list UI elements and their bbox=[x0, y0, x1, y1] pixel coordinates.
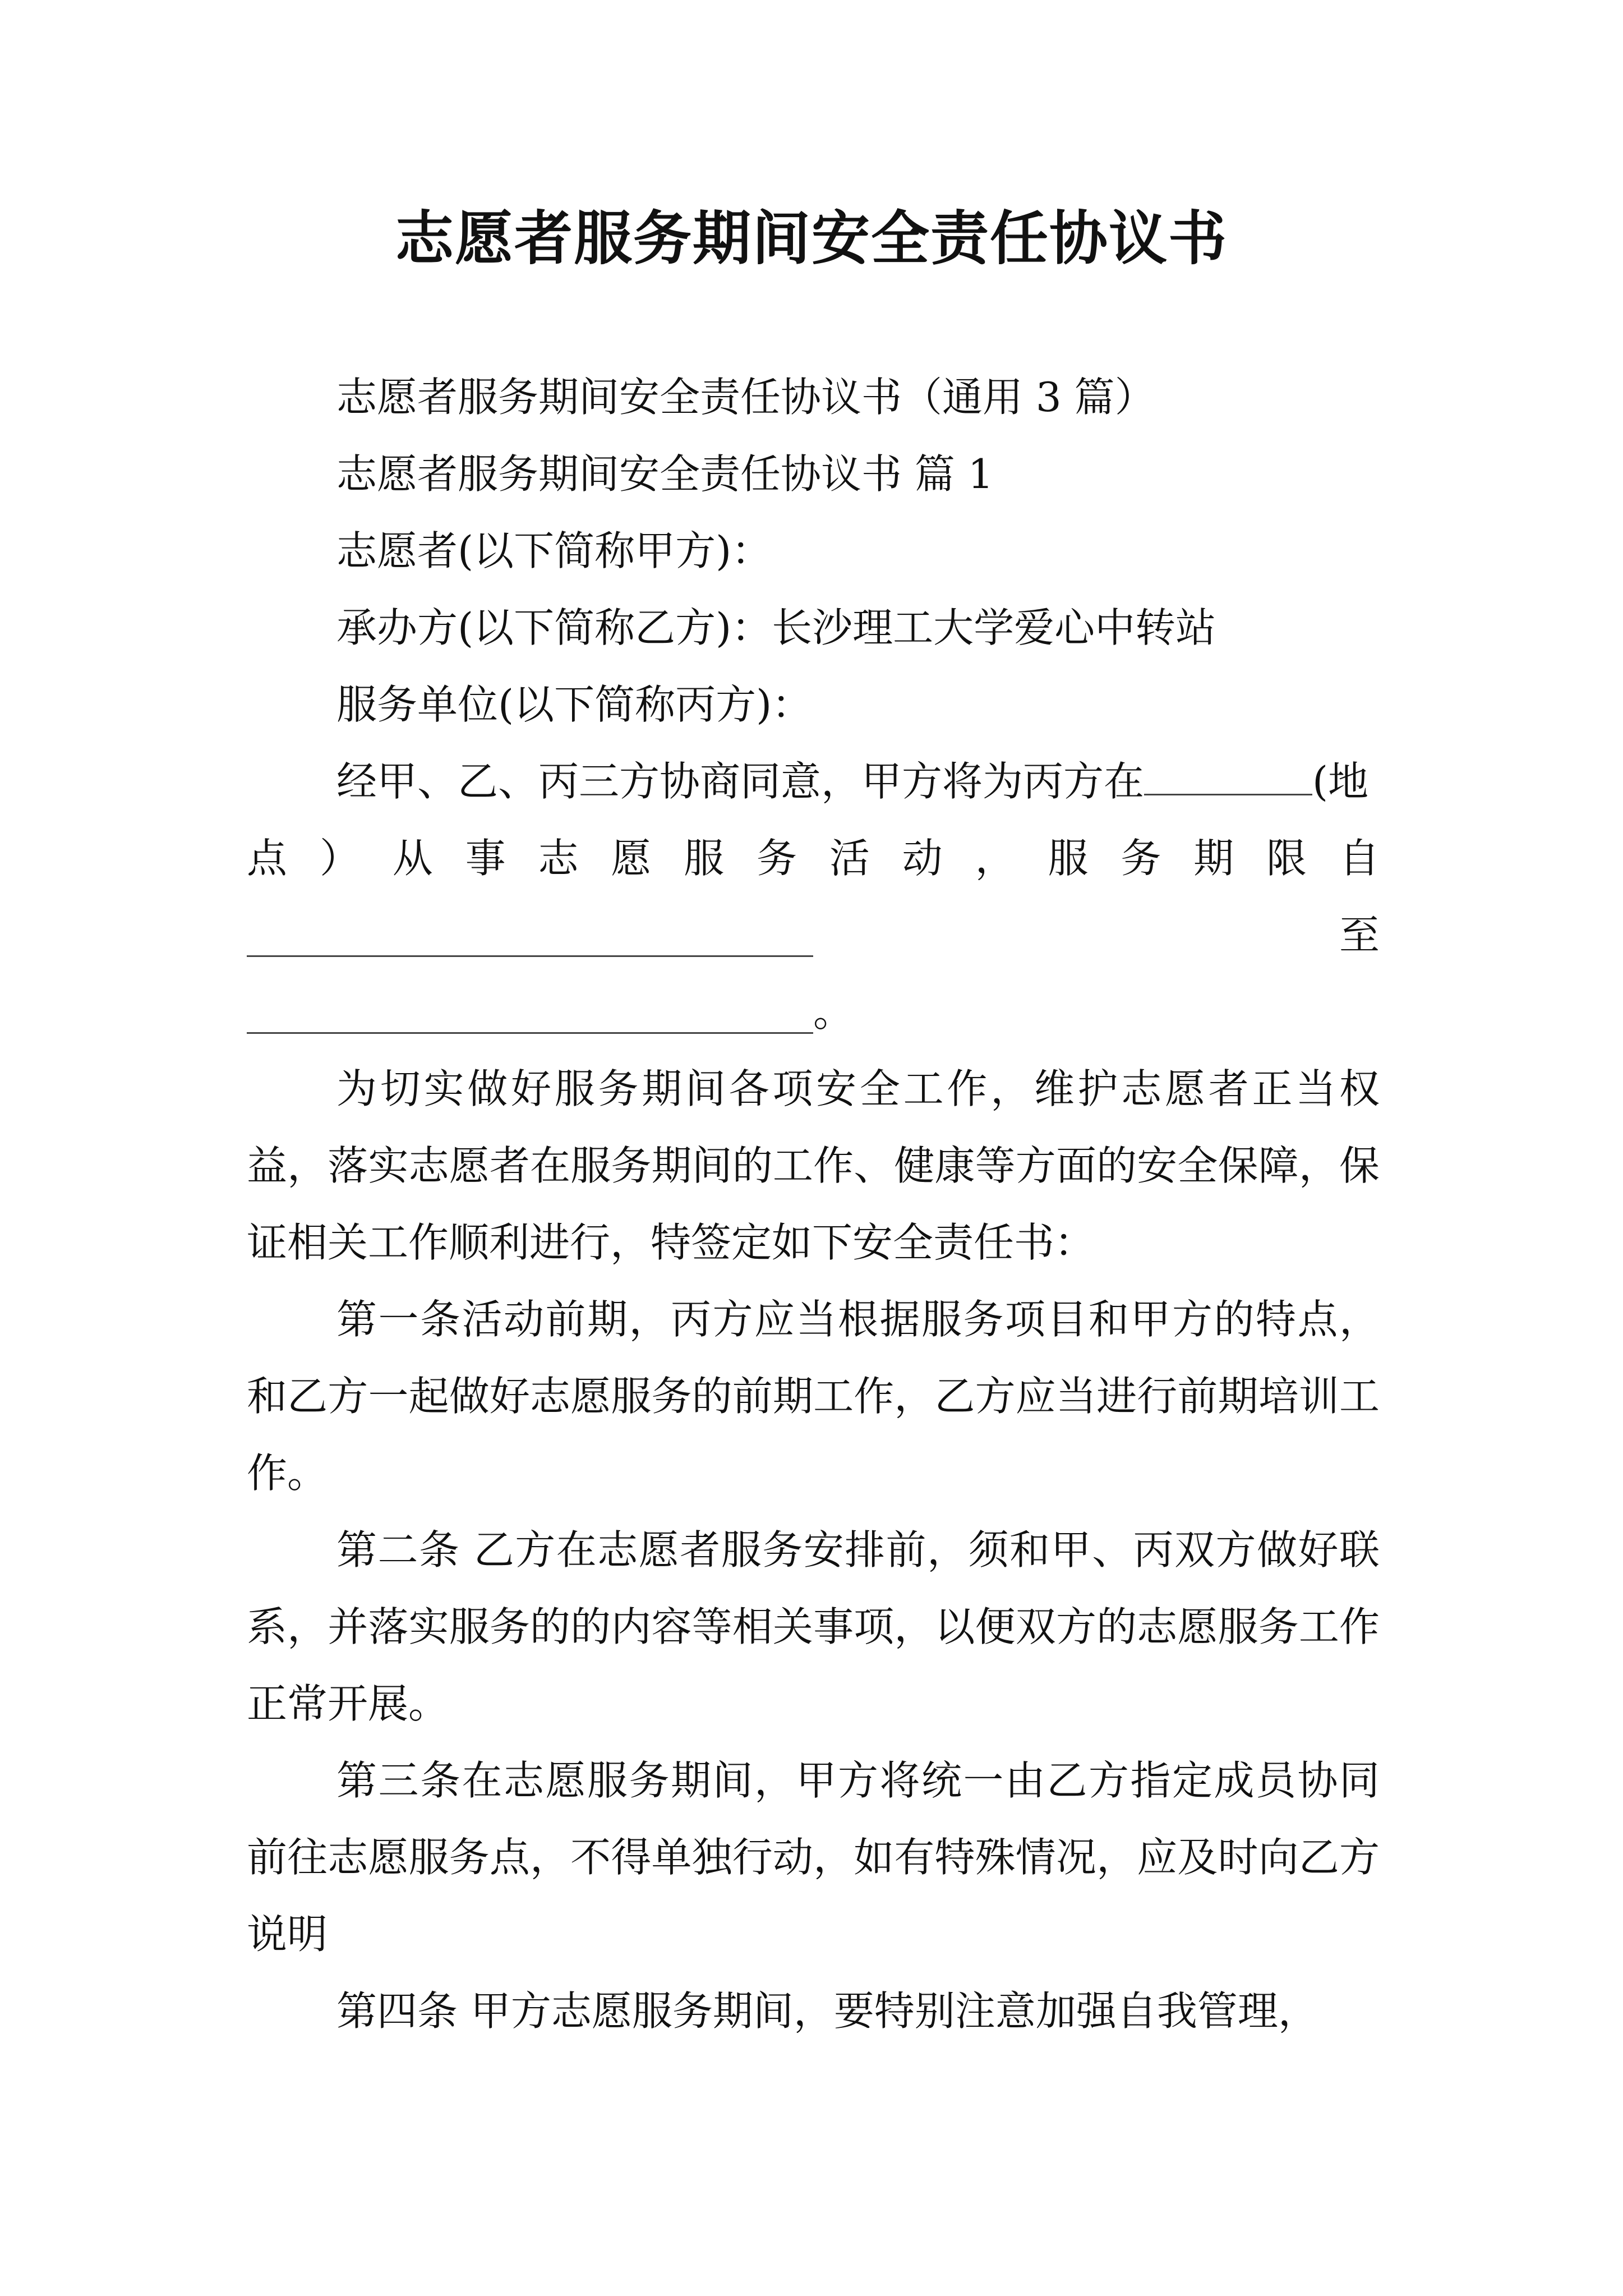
location-blank[interactable] bbox=[1144, 761, 1312, 795]
intro-line-2-char: 点 bbox=[247, 835, 288, 882]
intro-line-2-char: 事 bbox=[465, 835, 506, 882]
party-b-line: 承办方(以下简称乙方)：长沙理工大学爱心中转站 bbox=[336, 604, 1216, 651]
intro-line-2-char: 限 bbox=[1266, 835, 1307, 882]
end-date-blank[interactable] bbox=[247, 1000, 813, 1034]
subtitle-line: 志愿者服务期间安全责任协议书（通用 3 篇） bbox=[336, 374, 1155, 421]
intro-line-2-char: ） bbox=[319, 835, 360, 882]
intro-text-1: 经甲、乙、丙三方协商同意，甲方将为丙方在 bbox=[336, 758, 1145, 805]
party-a-line: 志愿者(以下简称甲方)： bbox=[336, 527, 772, 574]
article-4: 第四条 甲方志愿服务期间，要特别注意加强自我管理， bbox=[336, 1987, 1318, 2035]
intro-line-2-char: 务 bbox=[757, 835, 797, 882]
purpose-paragraph: 为切实做好服务期间各项安全工作，维护志愿者正当权益，落实志愿者在服务期间的工作、健康等方面的安全保障，保证相关工作顺利进行，特签定如下安全责任书： bbox=[247, 1065, 1380, 1266]
article-2: 第二条 乙方在志愿者服务安排前，须和甲、丙双方做好联系，并落实服务的的内容等相关事项，以便双方的志愿服务工作正常开展。 bbox=[247, 1526, 1380, 1727]
intro-line-2 bbox=[247, 820, 1380, 897]
intro-line-2-char: 动 bbox=[902, 835, 943, 882]
document-body bbox=[247, 359, 1380, 2050]
intro-text-2: (地 bbox=[1312, 758, 1369, 805]
intro-line-4 bbox=[247, 974, 1380, 1051]
start-date-blank[interactable] bbox=[247, 923, 813, 957]
party-c-line: 服务单位(以下简称丙方)： bbox=[336, 681, 813, 728]
article-1: 第一条活动前期，丙方应当根据服务项目和甲方的特点，和乙方一起做好志愿服务的前期工作，乙方应当进行前期培训工作。 bbox=[247, 1296, 1380, 1497]
intro-line-2-char: 活 bbox=[829, 835, 870, 882]
intro-end: 。 bbox=[813, 988, 854, 1036]
intro-line-2-char: 愿 bbox=[611, 835, 652, 882]
intro-line-2-char: 务 bbox=[1121, 835, 1161, 882]
part-heading: 志愿者服务期间安全责任协议书 篇 1 bbox=[336, 450, 994, 498]
intro-line-2-char: 服 bbox=[684, 835, 725, 882]
intro-line-2-char: 期 bbox=[1193, 835, 1234, 882]
intro-line-2-char: 从 bbox=[392, 835, 433, 882]
intro-line-2-char: 服 bbox=[1048, 835, 1089, 882]
document-title: 志愿者服务期间安全责任协议书 bbox=[395, 204, 1228, 273]
intro-line-3 bbox=[247, 897, 1380, 974]
intro-line-2-char: 志 bbox=[538, 835, 579, 882]
intro-line-2-char: ， bbox=[975, 835, 1016, 882]
intro-line-2-char: 自 bbox=[1339, 835, 1380, 882]
article-3: 第三条在志愿服务期间，甲方将统一由乙方指定成员协同前往志愿服务点，不得单独行动，如有特殊情况，应及时向乙方说明 bbox=[247, 1757, 1380, 1958]
intro-line-1 bbox=[247, 743, 1380, 820]
intro-to: 至 bbox=[1339, 912, 1380, 959]
